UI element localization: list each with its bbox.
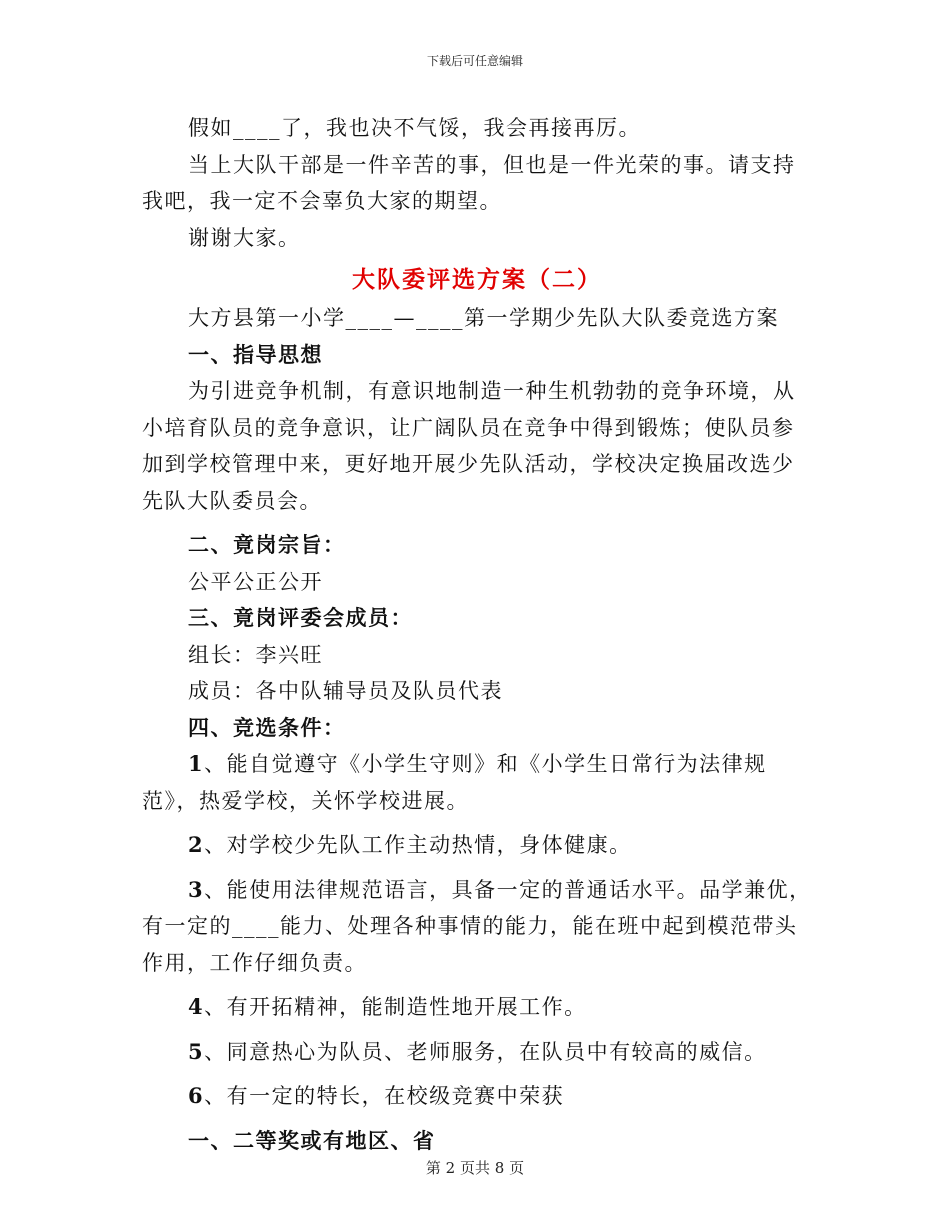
paragraph: 公平公正公开 [188,569,323,594]
paragraph: 谢谢大家。 [188,225,301,250]
heading-committee: 三、竟岗评委会成员： [188,605,413,630]
list-item [142,872,812,982]
item-text: 、能使用法律规范语言，具备一定的普通话水平。品学兼优，有一定的____能力、处理各种事情的能力，能在班中起到模范带头作用，工作仔细负责。 [142,877,812,975]
item-text: 、有开拓精神，能制造性地开展工作。 [204,995,587,1019]
list-item [142,746,812,819]
section-title: 大队委评选方案（二） [352,266,602,293]
item-text: 、能自觉遵守《小学生守则》和《小学生日常行为法律规范》，热爱学校，关怀学校进展。 [142,752,767,813]
page-footer: 第 2 页共 8 页 [425,1159,525,1177]
paragraph: 假如____了，我也决不气馁，我会再接再厉。 [188,116,641,140]
heading-purpose: 二、竟岗宗旨： [188,532,346,557]
item-number: 3 [188,876,205,902]
list-item [142,827,812,864]
committee-members: 成员：各中队辅导员及队员代表 [188,679,503,703]
item-number: 4 [188,994,205,1019]
subtitle: 大方县第一小学____—____第一学期少先队大队委竞选方案 [188,306,779,330]
item-text: 、同意热心为队员、老师服务，在队员中有较高的威信。 [204,1039,767,1064]
list-item [142,989,812,1026]
list-item [142,1034,812,1071]
committee-leader: 组长：李兴旺 [188,642,323,667]
item-number: 6 [188,1083,205,1108]
list-item [142,1078,812,1115]
document-body [142,110,812,1159]
item-text: 、对学校少先队工作主动热情，身体健康。 [204,833,632,857]
heading-conditions: 四、竞选条件： [188,714,346,740]
item-number: 2 [188,832,205,857]
heading-guiding-ideology: 一、指导思想 [188,341,323,367]
item-number: 1 [188,751,205,776]
paragraph: 为引进竞争机制，有意识地制造一种生机勃勃的竞争环境，从小培育队员的竞争意识，让广阔队员在竞争中得到锻炼；使队员参加到学校管理中来，更好地开展少先队活动，学校决定换届改选少先队大队委员会。 [142,379,796,513]
item-number: 5 [188,1038,205,1064]
page-header: 下载后可任意编辑 [426,54,523,68]
item-text: 、有一定的特长，在校级竞赛中荣获 [204,1084,565,1108]
paragraph: 一、二等奖或有地区、省 [188,1127,436,1153]
paragraph: 当上大队干部是一件辛苦的事，但也是一件光荣的事。请支持我吧，我一定不会辜负大家的期望。 [142,152,796,213]
